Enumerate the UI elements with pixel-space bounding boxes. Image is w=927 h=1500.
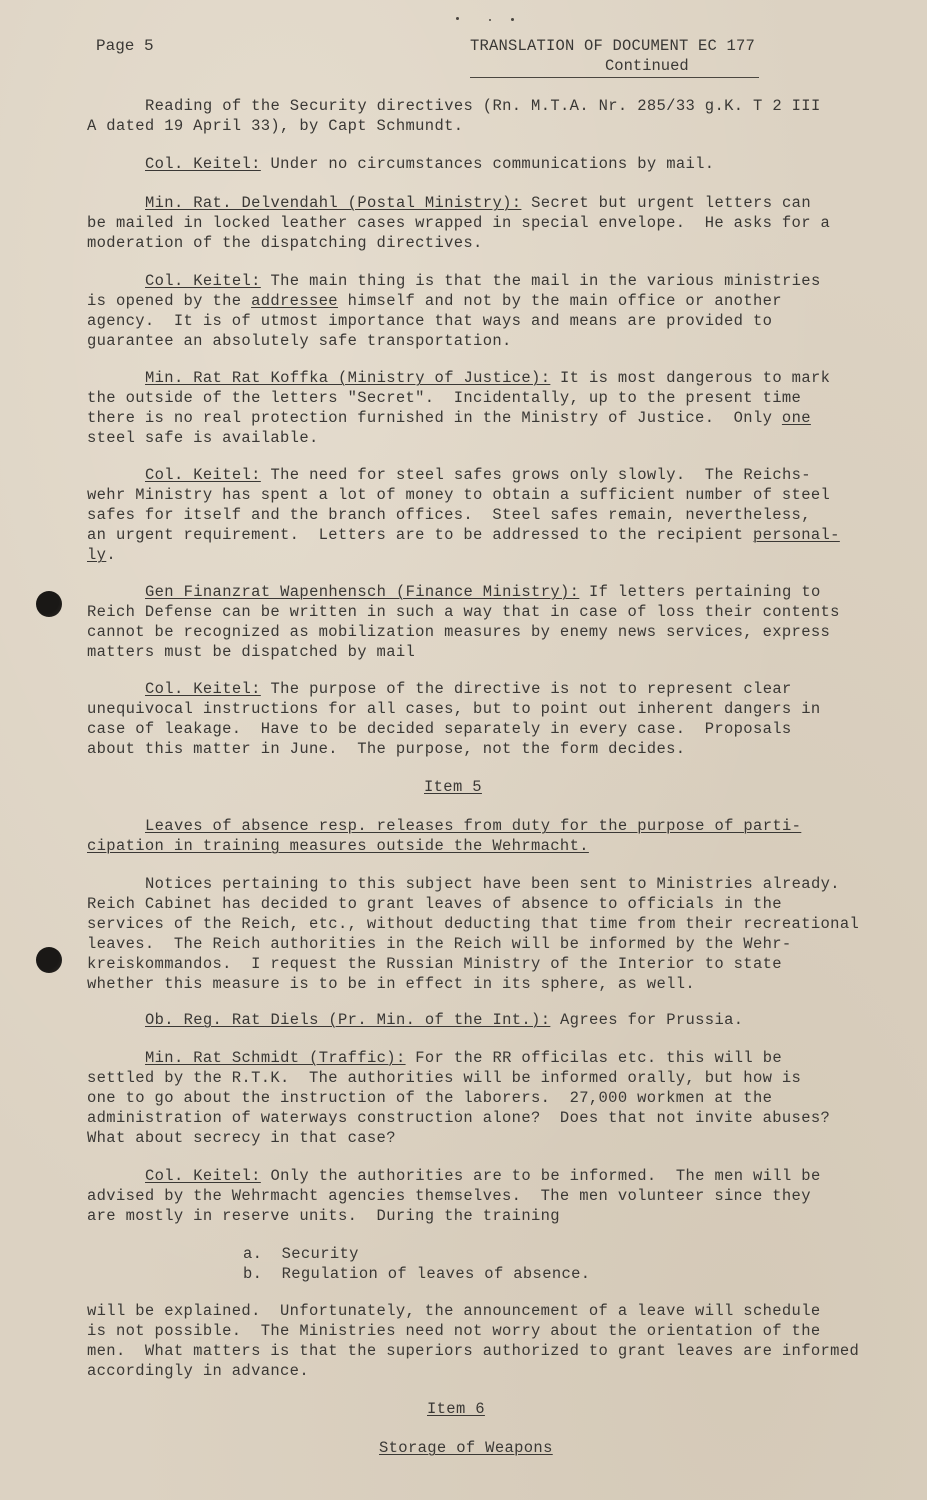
document-title: TRANSLATION OF DOCUMENT EC 177 [470, 37, 756, 55]
text-line [87, 525, 840, 545]
text-run: be mailed in locked leather cases wrapped in special envelope. He asks for a [87, 214, 831, 232]
text-run: . [106, 546, 116, 564]
text-line [145, 1010, 743, 1030]
text-line [145, 271, 821, 291]
underlined-text: Item 5 [424, 778, 482, 796]
text-line [87, 894, 782, 914]
text-run: Under no circumstances communications by mail. [260, 155, 715, 173]
text-run: is opened by the [87, 292, 252, 310]
underlined-text: Gen Finanzrat Wapenhensch (Finance Ministry): [145, 583, 580, 601]
underlined-text: personal- [752, 526, 840, 544]
text-line [87, 545, 116, 565]
underlined-text: addressee [251, 292, 338, 310]
text-run: Secret but urgent letters can [521, 194, 811, 212]
text-line [87, 291, 782, 311]
text-line [427, 1399, 485, 1419]
text-line [87, 1361, 309, 1381]
text-run: the outside of the letters "Secret". Incidentally, up to the present time [87, 389, 802, 407]
document-subtitle: Continued [605, 57, 689, 75]
text-line [145, 154, 714, 174]
punch-hole [36, 591, 62, 617]
ink-speck [456, 17, 459, 20]
text-run: agency. It is of utmost importance that ways and means are provided to [87, 312, 773, 330]
text-line [424, 777, 482, 797]
text-run: b. Regulation of leaves of absence. [243, 1265, 591, 1283]
text-line [87, 388, 801, 408]
text-line [87, 331, 512, 351]
text-run: moderation of the dispatching directives. [87, 234, 483, 252]
text-run: one to go about the instruction of the laborers. 27,000 workmen at the [87, 1089, 773, 1107]
text-line [87, 1321, 821, 1341]
text-run: will be explained. Unfortunately, the announcement of a leave will schedule [87, 1302, 821, 1320]
text-run: Notices pertaining to this subject have been sent to Ministries already. [145, 875, 840, 893]
text-line [145, 582, 821, 602]
text-line [145, 816, 801, 836]
text-run: Only the authorities are to be informed. The men will be [260, 1167, 821, 1185]
text-line [87, 1186, 811, 1206]
text-run: is not possible. The Ministries need not worry about the orientation of the [87, 1322, 821, 1340]
text-run: What about secrecy in that case? [87, 1129, 396, 1147]
underlined-text: Col. Keitel: [145, 466, 261, 484]
underlined-text: cipation in training measures outside the Wehrmacht. [87, 837, 589, 855]
text-line [87, 408, 811, 428]
text-line [379, 1438, 553, 1458]
text-run: cannot be recognized as mobilization measures by enemy news services, express [87, 623, 831, 641]
text-line [145, 193, 811, 213]
text-line [87, 116, 463, 136]
underlined-text: Leaves of absence resp. releases from duty for the purpose of parti- [145, 817, 802, 835]
text-line [145, 679, 792, 699]
text-run: men. What matters is that the superiors authorized to grant leaves are informed [87, 1342, 860, 1360]
text-line [87, 934, 792, 954]
text-line [87, 642, 415, 662]
underlined-text: Min. Rat Schmidt (Traffic): [145, 1049, 406, 1067]
text-line [145, 874, 840, 894]
punch-hole [36, 947, 62, 973]
underlined-text: Col. Keitel: [145, 1167, 261, 1185]
ink-speck [511, 18, 514, 21]
text-line [243, 1244, 359, 1264]
text-line [87, 1128, 396, 1148]
text-line [87, 954, 782, 974]
text-line [145, 1166, 821, 1186]
text-line [87, 1341, 859, 1361]
text-run: guarantee an absolutely safe transportation. [87, 332, 512, 350]
text-run: Reich Cabinet has decided to grant leaves of absence to officials in the [87, 895, 782, 913]
text-line [87, 311, 772, 331]
text-run: an urgent requirement. Letters are to be addressed to the recipient [87, 526, 753, 544]
text-line [243, 1264, 590, 1284]
text-run: The main thing is that the mail in the various ministries [260, 272, 821, 290]
underlined-text: one [781, 409, 811, 427]
underlined-text: Storage of Weapons [379, 1439, 553, 1457]
text-line [87, 622, 830, 642]
text-run: Reading of the Security directives (Rn. M.T.A. Nr. 285/33 g.K. T 2 III [145, 97, 821, 115]
underlined-text: Col. Keitel: [145, 680, 261, 698]
text-line [87, 1108, 830, 1128]
text-run: matters must be dispatched by mail [87, 643, 416, 661]
text-run: A dated 19 April 33), by Capt Schmundt. [87, 117, 464, 135]
text-run: whether this measure is to be in effect in its sphere, as well. [87, 975, 696, 993]
header-underline [470, 77, 759, 78]
text-run: are mostly in reserve units. During the training [87, 1207, 560, 1225]
underlined-text: ly [87, 546, 107, 564]
underlined-text: Ob. Reg. Rat Diels (Pr. Min. of the Int.): [145, 1011, 551, 1029]
text-line [87, 1088, 772, 1108]
text-run: accordingly in advance. [87, 1362, 309, 1380]
text-run: services of the Reich, etc., without deducting that time from their recreational [87, 915, 860, 933]
text-line [87, 1068, 801, 1088]
text-run: about this matter in June. The purpose, not the form decides. [87, 740, 686, 758]
text-run: For the RR officilas etc. this will be [405, 1049, 783, 1067]
text-line [87, 974, 695, 994]
text-line [87, 1301, 821, 1321]
ink-speck [489, 19, 491, 21]
text-line [145, 368, 830, 388]
text-run: wehr Ministry has spent a lot of money to obtain a sufficient number of steel [87, 486, 831, 504]
underlined-text: Col. Keitel: [145, 155, 261, 173]
text-run: unequivocal instructions for all cases, but to point out inherent dangers in [87, 700, 821, 718]
text-line [87, 233, 483, 253]
text-line [87, 213, 830, 233]
text-run: settled by the R.T.K. The authorities will be informed orally, but how is [87, 1069, 802, 1087]
text-run: a. Security [243, 1245, 359, 1263]
text-run: advised by the Wehrmacht agencies themselves. The men volunteer since they [87, 1187, 811, 1205]
underlined-text: Min. Rat. Delvendahl (Postal Ministry): [145, 194, 522, 212]
text-run: leaves. The Reich authorities in the Reich will be informed by the Wehr- [87, 935, 792, 953]
text-line [145, 465, 811, 485]
text-run: The purpose of the directive is not to represent clear [260, 680, 792, 698]
text-line [87, 699, 821, 719]
text-line [87, 602, 840, 622]
text-run: If letters pertaining to [579, 583, 821, 601]
text-run: The need for steel safes grows only slowly. The Reichs- [260, 466, 811, 484]
page-number: Page 5 [96, 37, 154, 55]
text-line [87, 428, 319, 448]
underlined-text: Min. Rat Rat Koffka (Ministry of Justice): [145, 369, 551, 387]
text-line [87, 739, 685, 759]
text-run: Agrees for Prussia. [550, 1011, 744, 1029]
text-line [87, 836, 589, 856]
text-line [87, 719, 792, 739]
text-run: there is no real protection furnished in the Ministry of Justice. Only [87, 409, 782, 427]
text-run: case of leakage. Have to be decided separately in every case. Proposals [87, 720, 792, 738]
text-run: himself and not by the main office or another [337, 292, 782, 310]
text-line [87, 1206, 560, 1226]
text-run: kreiskommandos. I request the Russian Ministry of the Interior to state [87, 955, 782, 973]
text-line [87, 914, 859, 934]
text-run: safes for itself and the branch offices. Steel safes remain, nevertheless, [87, 506, 811, 524]
text-run: It is most dangerous to mark [550, 369, 831, 387]
text-run: Reich Defense can be written in such a way that in case of loss their contents [87, 603, 840, 621]
text-run: administration of waterways construction alone? Does that not invite abuses? [87, 1109, 831, 1127]
text-line [87, 485, 830, 505]
text-line [145, 96, 821, 116]
underlined-text: Col. Keitel: [145, 272, 261, 290]
text-line [145, 1048, 782, 1068]
underlined-text: Item 6 [427, 1400, 485, 1418]
text-line [87, 505, 811, 525]
text-run: steel safe is available. [87, 429, 319, 447]
